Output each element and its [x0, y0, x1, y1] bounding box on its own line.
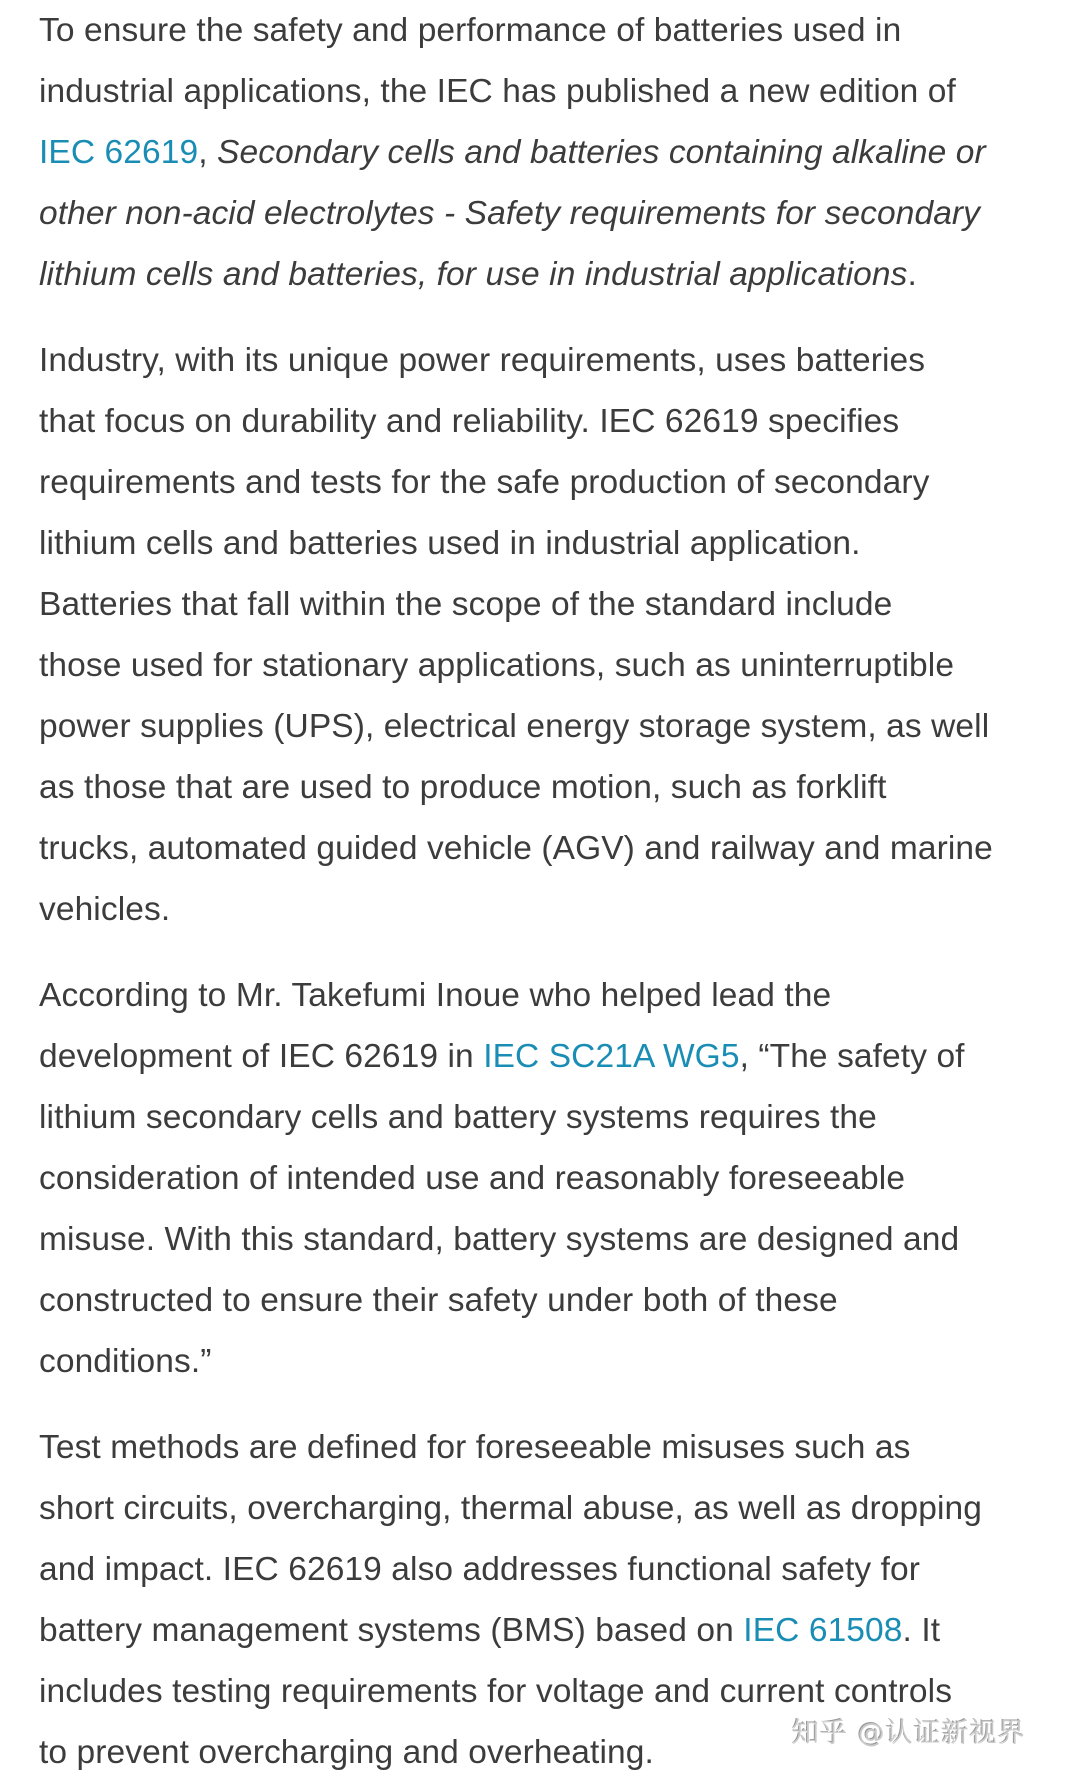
body-text: as those that are used to produce motion, such as forklift: [39, 769, 887, 806]
italic-title-text: Secondary cells and batteries containing alkaline or: [217, 134, 986, 171]
body-text: vehicles.: [39, 891, 171, 928]
body-text: consideration of intended use and reasonably foreseeable: [39, 1160, 906, 1197]
body-text: To ensure the safety and performance of batteries used in: [39, 12, 902, 49]
text-line: [39, 1026, 965, 1088]
text-line: [39, 1722, 654, 1784]
text-line: [39, 61, 956, 123]
body-text: .: [907, 256, 917, 293]
text-line: [39, 965, 831, 1027]
body-text: lithium cells and batteries used in industrial application.: [39, 525, 861, 562]
text-line: [39, 635, 954, 697]
body-text: Industry, with its unique power requirements, uses batteries: [39, 342, 926, 379]
body-text: Test methods are defined for foreseeable misuses such as: [39, 1429, 911, 1466]
body-text: trucks, automated guided vehicle (AGV) and railway and marine: [39, 830, 993, 867]
text-line: [39, 879, 170, 941]
text-line: [39, 1478, 982, 1540]
text-line: [39, 1417, 910, 1479]
body-text: development of IEC 62619 in: [39, 1038, 484, 1075]
body-text: and impact. IEC 62619 also addresses functional safety for: [39, 1551, 921, 1588]
italic-title-text: lithium cells and batteries, for use in industrial applications: [39, 256, 908, 293]
body-text: conditions.”: [39, 1343, 212, 1380]
text-line: [39, 696, 989, 758]
text-line: [39, 244, 917, 306]
body-text: that focus on durability and reliability. IEC 62619 specifies: [39, 403, 900, 440]
text-line: [39, 1539, 920, 1601]
body-text: According to Mr. Takefumi Inoue who helped lead the: [39, 977, 832, 1014]
text-line: [39, 1661, 952, 1723]
body-text: misuse. With this standard, battery systems are designed and: [39, 1221, 960, 1258]
body-text: to prevent overcharging and overheating.: [39, 1734, 654, 1771]
text-line: [39, 452, 929, 514]
body-text: lithium secondary cells and battery systems requires the: [39, 1099, 877, 1136]
link-iec-sc21a-wg5[interactable]: IEC SC21A WG5: [483, 1038, 740, 1075]
body-text: industrial applications, the IEC has published a new edition of: [39, 73, 956, 110]
body-text: short circuits, overcharging, thermal abuse, as well as dropping: [39, 1490, 982, 1527]
text-line: [39, 1270, 838, 1332]
body-text: requirements and tests for the safe production of secondary: [39, 464, 930, 501]
text-line: [39, 1148, 905, 1210]
body-text: , “The safety of: [739, 1038, 965, 1075]
body-text: Batteries that fall within the scope of the standard include: [39, 586, 893, 623]
text-line: [39, 818, 993, 880]
body-text: power supplies (UPS), electrical energy storage system, as well: [39, 708, 990, 745]
text-line: [39, 122, 986, 184]
text-line: [39, 1600, 940, 1662]
italic-title-text: other non-acid electrolytes - Safety requirements for secondary: [39, 195, 981, 232]
text-line: [39, 391, 899, 453]
link-iec-61508[interactable]: IEC 61508: [743, 1612, 903, 1649]
text-line: [39, 183, 980, 245]
text-line: [39, 330, 925, 392]
text-line: [39, 757, 887, 819]
zhihu-watermark: 知乎 @认证新视界: [792, 1718, 1026, 1749]
body-text: includes testing requirements for voltage and current controls: [39, 1673, 953, 1710]
text-line: [39, 1331, 212, 1393]
link-iec-62619[interactable]: IEC 62619: [39, 134, 199, 171]
body-text: battery management systems (BMS) based on: [39, 1612, 744, 1649]
text-line: [39, 513, 861, 575]
body-text: ,: [198, 134, 218, 171]
text-line: [39, 1087, 877, 1149]
body-text: constructed to ensure their safety under both of these: [39, 1282, 838, 1319]
text-line: [39, 574, 892, 636]
text-line: [39, 1209, 959, 1271]
body-text: . It: [902, 1612, 941, 1649]
text-line: [39, 0, 901, 62]
body-text: those used for stationary applications, such as uninterruptible: [39, 647, 955, 684]
